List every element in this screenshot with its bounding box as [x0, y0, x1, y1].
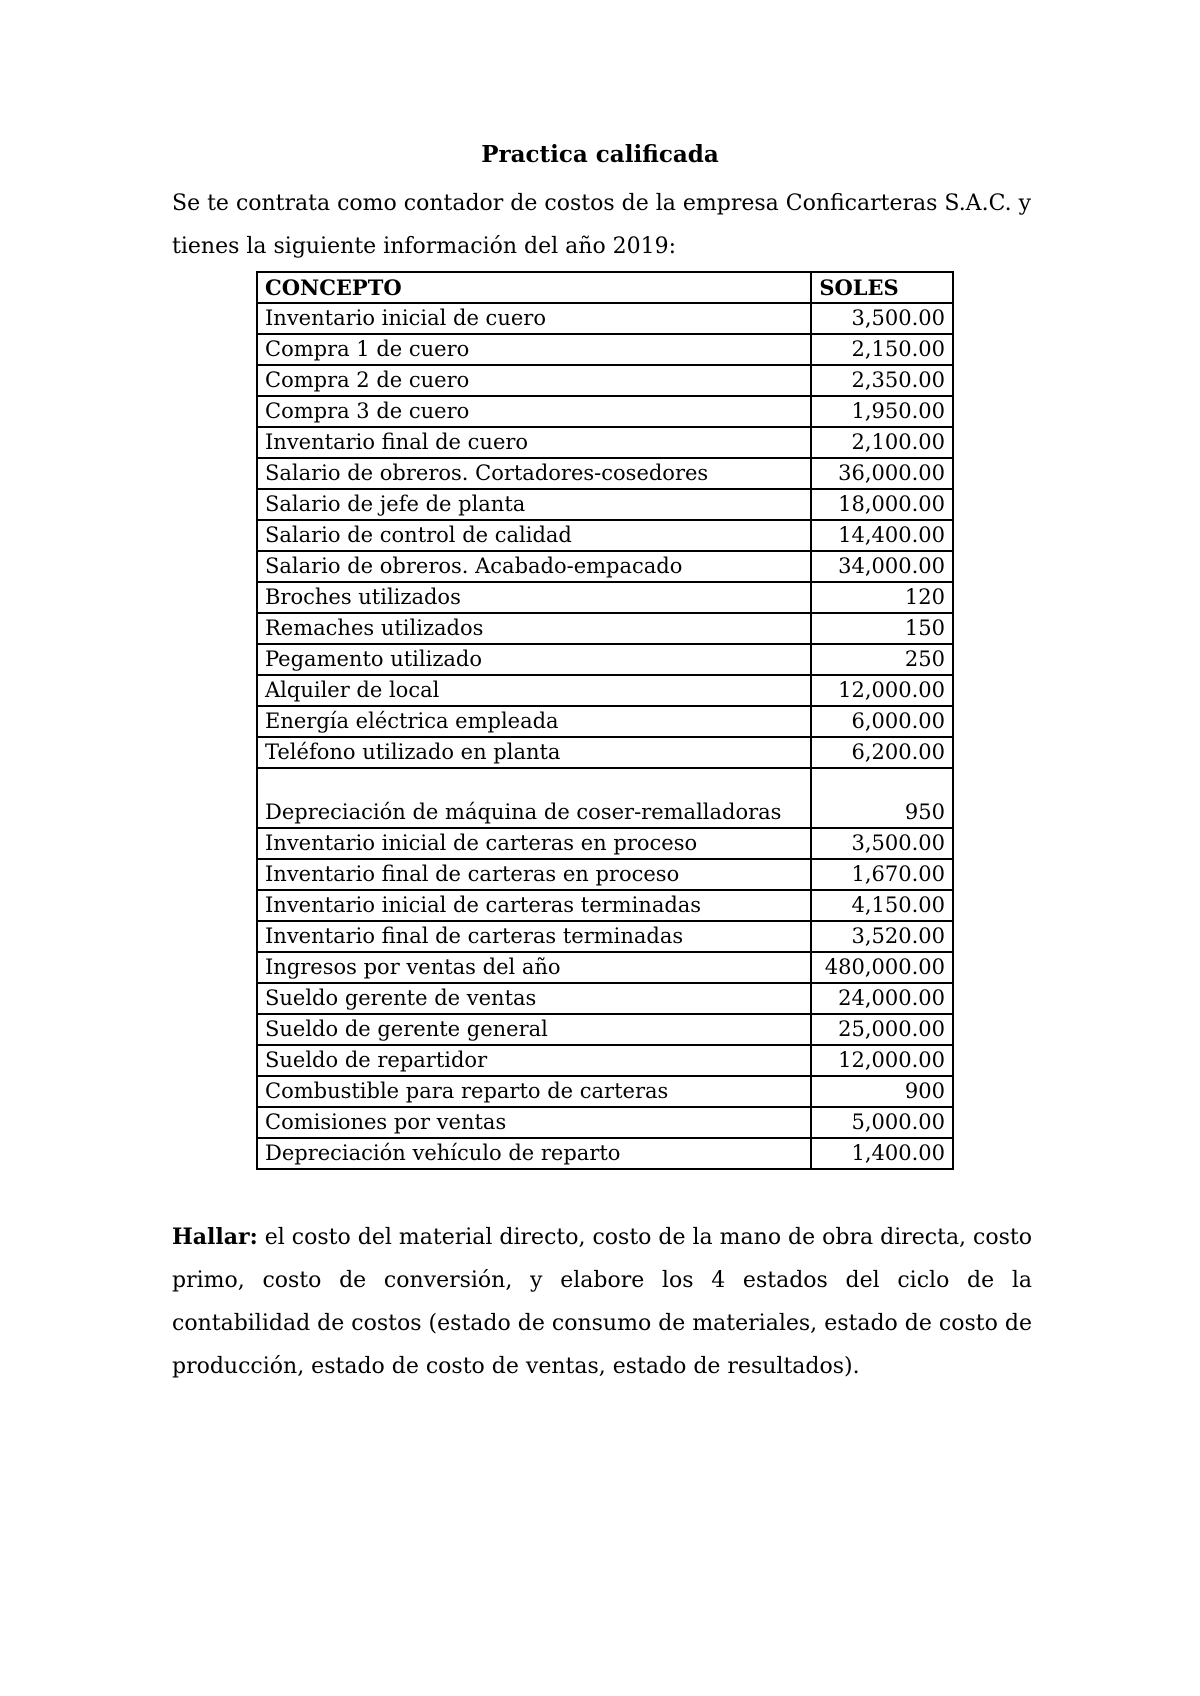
table-row	[257, 952, 953, 983]
table-row	[257, 921, 953, 952]
soles-cell: 150	[811, 613, 953, 644]
table-row	[257, 427, 953, 458]
instructions-label: Hallar:	[172, 1224, 258, 1250]
concept-cell: Sueldo gerente de ventas	[257, 983, 811, 1014]
soles-cell: 2,350.00	[811, 365, 953, 396]
soles-cell: 250	[811, 644, 953, 675]
table-row	[257, 334, 953, 365]
soles-cell: 24,000.00	[811, 983, 953, 1014]
table-row	[257, 983, 953, 1014]
table-row	[257, 737, 953, 768]
table-header-row	[257, 272, 953, 303]
header-soles: SOLES	[811, 272, 953, 303]
instructions-text: el costo del material directo, costo de la mano de obra directa, costo primo, costo de conversión, y elabore los 4 estados del ciclo de la contabilidad de costos (estado de consumo de materiales, estado de costo de producción, estado de costo de ventas, estado de resultados).	[172, 1225, 1032, 1379]
concept-cell: Salario de jefe de planta	[257, 489, 811, 520]
soles-cell: 1,670.00	[811, 859, 953, 890]
soles-cell: 1,950.00	[811, 396, 953, 427]
concept-cell: Comisiones por ventas	[257, 1107, 811, 1138]
soles-cell: 3,520.00	[811, 921, 953, 952]
concept-cell: Compra 3 de cuero	[257, 396, 811, 427]
soles-cell: 3,500.00	[811, 303, 953, 334]
concept-cell: Alquiler de local	[257, 675, 811, 706]
table-row	[257, 828, 953, 859]
header-concepto: CONCEPTO	[257, 272, 811, 303]
concept-cell: Inventario inicial de carteras en proceso	[257, 828, 811, 859]
soles-cell: 5,000.00	[811, 1107, 953, 1138]
instructions-paragraph	[172, 1216, 1032, 1388]
soles-cell: 2,150.00	[811, 334, 953, 365]
soles-cell: 34,000.00	[811, 551, 953, 582]
concept-cell: Compra 2 de cuero	[257, 365, 811, 396]
soles-cell: 1,400.00	[811, 1138, 953, 1169]
table-row	[257, 1138, 953, 1169]
concept-cell: Pegamento utilizado	[257, 644, 811, 675]
concept-cell: Sueldo de gerente general	[257, 1014, 811, 1045]
intro-paragraph	[172, 182, 1032, 268]
concept-cell: Sueldo de repartidor	[257, 1045, 811, 1076]
soles-cell: 4,150.00	[811, 890, 953, 921]
table-row	[257, 365, 953, 396]
concept-cell: Inventario final de carteras terminadas	[257, 921, 811, 952]
document-title: Practica calificada	[481, 141, 719, 168]
table-row	[257, 1014, 953, 1045]
soles-cell: 14,400.00	[811, 520, 953, 551]
concept-cell: Inventario final de cuero	[257, 427, 811, 458]
table-row	[257, 644, 953, 675]
table-row	[257, 1107, 953, 1138]
soles-cell: 18,000.00	[811, 489, 953, 520]
concept-cell: Teléfono utilizado en planta	[257, 737, 811, 768]
concept-cell: Inventario inicial de cuero	[257, 303, 811, 334]
soles-cell: 12,000.00	[811, 675, 953, 706]
concept-cell: Compra 1 de cuero	[257, 334, 811, 365]
table-row	[257, 706, 953, 737]
concept-cell: Remaches utilizados	[257, 613, 811, 644]
table-row	[257, 890, 953, 921]
concept-cell: Salario de control de calidad	[257, 520, 811, 551]
intro-line-2: tienes la siguiente información del año 2019:	[172, 234, 677, 259]
table-row	[257, 551, 953, 582]
soles-cell: 3,500.00	[811, 828, 953, 859]
concept-cell: Combustible para reparto de carteras	[257, 1076, 811, 1107]
concept-cell: Ingresos por ventas del año	[257, 952, 811, 983]
soles-cell: 900	[811, 1076, 953, 1107]
table-row	[257, 1045, 953, 1076]
concept-cell: Salario de obreros. Cortadores-cosedores	[257, 458, 811, 489]
table-row	[257, 675, 953, 706]
concept-cell: Broches utilizados	[257, 582, 811, 613]
table-row	[257, 458, 953, 489]
concept-cell: Salario de obreros. Acabado-empacado	[257, 551, 811, 582]
concept-cell: Depreciación vehículo de reparto	[257, 1138, 811, 1169]
concept-cell: Inventario final de carteras en proceso	[257, 859, 811, 890]
concept-cell: Energía eléctrica empleada	[257, 706, 811, 737]
table-row	[257, 303, 953, 334]
table-row	[257, 613, 953, 644]
table-row	[257, 520, 953, 551]
intro-line-1: Se te contrata como contador de costos de la empresa Conficarteras S.A.C. y	[172, 191, 1032, 216]
soles-cell: 2,100.00	[811, 427, 953, 458]
table-row	[257, 396, 953, 427]
soles-cell: 480,000.00	[811, 952, 953, 983]
soles-cell: 120	[811, 582, 953, 613]
table-row	[257, 768, 953, 828]
soles-cell: 950	[811, 768, 953, 828]
table-row	[257, 1076, 953, 1107]
soles-cell: 6,000.00	[811, 706, 953, 737]
cost-data-table	[256, 271, 954, 1170]
concept-cell: Inventario inicial de carteras terminadas	[257, 890, 811, 921]
soles-cell: 36,000.00	[811, 458, 953, 489]
table-body	[257, 303, 953, 1169]
table-row	[257, 859, 953, 890]
soles-cell: 12,000.00	[811, 1045, 953, 1076]
soles-cell: 6,200.00	[811, 737, 953, 768]
soles-cell: 25,000.00	[811, 1014, 953, 1045]
table-row	[257, 489, 953, 520]
table-row	[257, 582, 953, 613]
concept-cell: Depreciación de máquina de coser-remalladoras	[257, 768, 811, 828]
